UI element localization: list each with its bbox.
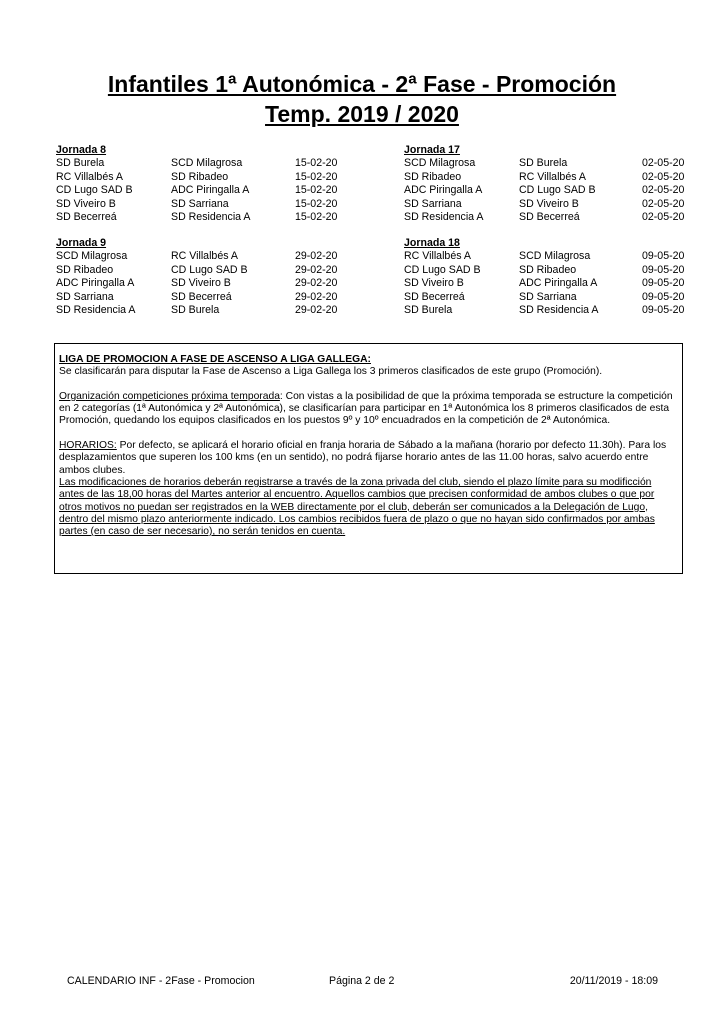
home-team: SD Burela	[56, 157, 105, 169]
match-date: 29-02-20	[295, 290, 338, 303]
match-row	[56, 277, 356, 291]
away-team: CD Lugo SAD B	[519, 184, 596, 196]
match-row	[56, 250, 356, 264]
away-team: SD Ribadeo	[519, 263, 577, 276]
home-team: RC Villalbés A	[404, 250, 471, 262]
away-team: ADC Piringalla A	[171, 184, 250, 196]
away-team: SD Residencia A	[171, 211, 251, 223]
away-team: SD Viveiro B	[519, 197, 579, 210]
schedule-paragraph	[59, 440, 678, 538]
match-date: 02-05-20	[642, 197, 685, 210]
home-team: SCD Milagrosa	[404, 157, 476, 169]
match-date: 29-02-20	[295, 250, 338, 262]
away-team: SD Sarriana	[519, 290, 577, 303]
home-team: SD Sarriana	[404, 197, 462, 210]
away-team: SD Viveiro B	[171, 277, 231, 289]
home-team: SD Viveiro B	[56, 197, 116, 210]
match-row	[56, 211, 356, 225]
home-team: ADC Piringalla A	[404, 184, 483, 196]
match-date: 02-05-20	[642, 170, 685, 183]
page-title: Infantiles 1ª Autonómica - 2ª Fase - Promoción	[107, 71, 617, 97]
home-team: SD Residencia A	[404, 211, 484, 223]
jornada-heading: Jornada 18	[404, 237, 460, 249]
away-team: CD Lugo SAD B	[171, 263, 248, 276]
match-date: 09-05-20	[642, 250, 685, 262]
schedule-text: Por defecto, se aplicará el horario oficial en franja horaria de Sábado a la mañana (horario por defecto 11.30h). Para los desplazamientos que superen los 100 kms (en un sentido), no podrá fijarse horario antes de las 11.00 horas, salvo acuerdo entre ambos clubes.	[59, 440, 667, 476]
next-season-label: Organización competiciones próxima temporada	[59, 390, 280, 402]
home-team: CD Lugo SAD B	[404, 263, 481, 276]
away-team: SD Burela	[519, 157, 568, 169]
away-team: SD Sarriana	[171, 197, 229, 210]
match-row	[56, 264, 356, 278]
match-row	[404, 171, 704, 185]
home-team: SD Becerreá	[404, 290, 465, 303]
match-date: 15-02-20	[295, 184, 338, 196]
match-date: 15-02-20	[295, 170, 338, 183]
match-row	[404, 264, 704, 278]
home-team: SD Becerreá	[56, 211, 117, 223]
jornada-heading: Jornada 9	[56, 237, 107, 249]
away-team: SCD Milagrosa	[519, 250, 591, 262]
schedule-label: HORARIOS:	[59, 440, 117, 452]
jornada-9-block	[56, 237, 356, 318]
home-team: SD Ribadeo	[56, 263, 114, 276]
match-date: 15-02-20	[295, 197, 338, 210]
away-team: ADC Piringalla A	[519, 277, 598, 289]
jornada-18-block	[404, 237, 704, 318]
match-row	[56, 171, 356, 185]
match-row	[404, 291, 704, 305]
match-row	[56, 184, 356, 198]
away-team: SD Burela	[171, 304, 220, 316]
season-title: Temp. 2019 / 2020	[265, 101, 459, 127]
match-date: 15-02-20	[295, 157, 338, 169]
footer-page-number: Página 2 de 2	[329, 975, 395, 987]
away-team: RC Villalbés A	[171, 250, 238, 262]
match-date: 02-05-20	[642, 211, 685, 223]
home-team: CD Lugo SAD B	[56, 184, 133, 196]
match-row	[56, 291, 356, 305]
match-row	[56, 304, 356, 318]
match-date: 29-02-20	[295, 277, 338, 289]
promotion-text: Se clasificarán para disputar la Fase de Ascenso a Liga Gallega los 3 primeros clasificados de este grupo (Promoción).	[59, 366, 603, 378]
jornada-heading: Jornada 8	[56, 144, 107, 156]
home-team: ADC Piringalla A	[56, 277, 135, 289]
home-team: SD Sarriana	[56, 290, 114, 303]
match-row	[56, 198, 356, 212]
home-team: SD Viveiro B	[404, 277, 464, 289]
home-team: SCD Milagrosa	[56, 250, 128, 262]
next-season-text: : Con vistas a la posibilidad de que la próxima temporada se estructure la competición en 2 categorías (1ª Autonómica y 2ª Autonómica), se clasificarían para participar en 1ª Autonómica los 8 primeros clasificados de esta Promoción, quedando los equipos clasificados en los puestos 9º y 10º encuadrados en la competición de 2ª Autonómica.	[59, 390, 673, 427]
jornada-heading: Jornada 17	[404, 144, 460, 156]
rules-info-box	[54, 343, 683, 574]
jornada-8-block	[56, 144, 356, 225]
match-row	[404, 277, 704, 291]
match-date: 02-05-20	[642, 184, 685, 196]
match-row	[404, 304, 704, 318]
home-team: SD Residencia A	[56, 304, 136, 316]
match-date: 15-02-20	[295, 211, 338, 223]
next-season-paragraph	[59, 391, 678, 428]
away-team: SD Becerreá	[171, 290, 232, 303]
footer-timestamp: 20/11/2019 - 18:09	[569, 975, 658, 987]
info-heading: LIGA DE PROMOCION A FASE DE ASCENSO A LIGA GALLEGA:	[59, 354, 371, 365]
away-team: SCD Milagrosa	[171, 157, 243, 169]
match-date: 29-02-20	[295, 263, 338, 276]
match-row	[56, 157, 356, 171]
home-team: SD Ribadeo	[404, 170, 462, 183]
match-date: 09-05-20	[642, 290, 685, 303]
match-row	[404, 250, 704, 264]
match-row	[404, 198, 704, 212]
match-row	[404, 211, 704, 225]
jornada-17-block	[404, 144, 704, 225]
match-date: 29-02-20	[295, 304, 338, 316]
home-team: SD Burela	[404, 304, 453, 316]
away-team: SD Ribadeo	[171, 170, 229, 183]
match-row	[404, 157, 704, 171]
footer-document-name: CALENDARIO INF - 2Fase - Promocion	[67, 975, 255, 987]
match-date: 09-05-20	[642, 263, 685, 276]
match-date: 09-05-20	[642, 277, 685, 289]
schedule-changes-text: Las modificaciones de horarios deberán registrarse a través de la zona privada del club, siendo el plazo límite para su modificción antes de las 18,00 horas del Martes anterior al encuentro. Aquellos cambios que precisen conformidad de ambos clubes o que por otros motivos no puedan ser registrados en la WEB directamente por el club, deberán ser comunicados a la Delegación de Lugo, dentro del mismo plazo anteriormente indicado. Los cambios recibidos fuera de plazo o que no hayan sido confirmados por ambas partes (en caso de ser necesario), no serán tenidos en cuenta.	[59, 476, 655, 538]
match-row	[404, 184, 704, 198]
away-team: SD Becerreá	[519, 211, 580, 223]
home-team: RC Villalbés A	[56, 170, 123, 183]
away-team: SD Residencia A	[519, 304, 599, 316]
match-date: 09-05-20	[642, 304, 685, 316]
away-team: RC Villalbés A	[519, 170, 586, 183]
match-date: 02-05-20	[642, 157, 685, 169]
